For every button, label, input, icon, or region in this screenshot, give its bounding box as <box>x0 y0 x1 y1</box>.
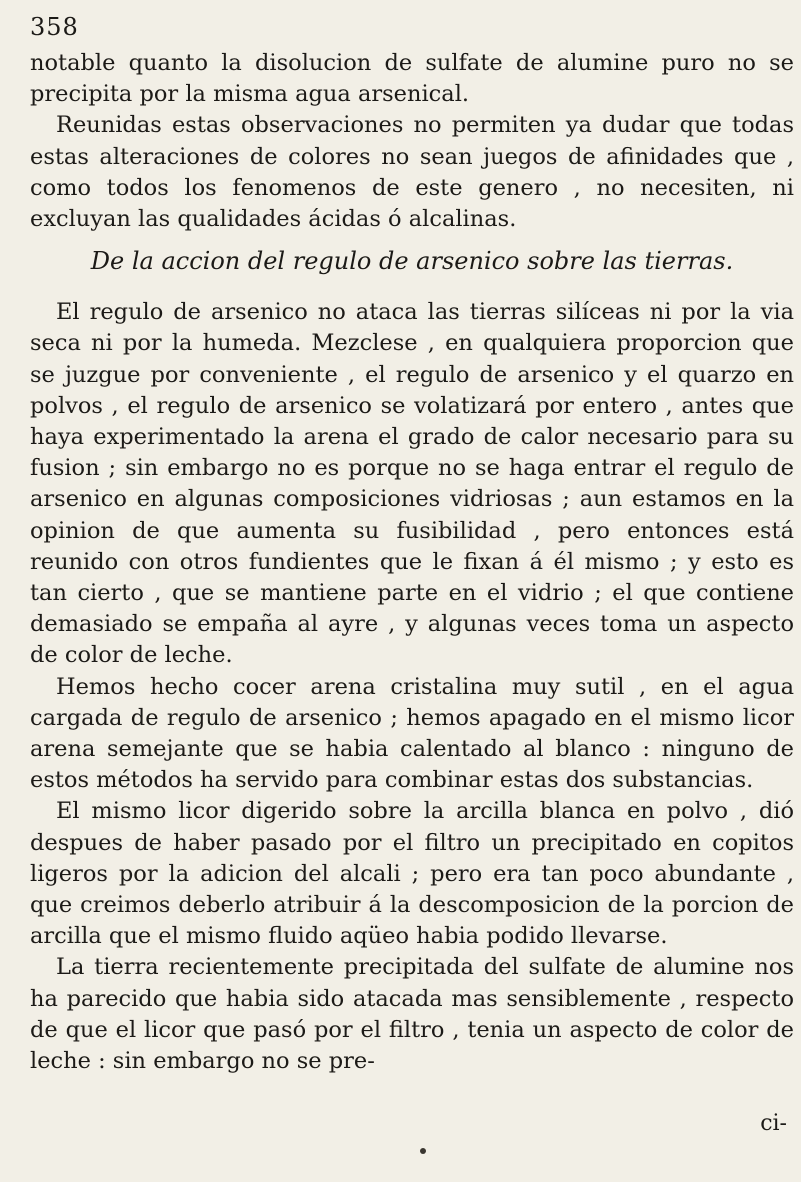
paragraph-3: El regulo de arsenico no ataca las tierras silíceas ni por la via seca ni por la humeda. Mezclese , en qualquiera proporcion que se juzgue por conveniente , el regulo de arsenico y el quarzo en polvos , el regulo de arsenico se volatizará por entero , antes que haya experimentado la arena el grado de calor necesario para su fusion ; sin embargo no es porque no se haga entrar el regulo de arsenico en algunas composiciones vidriosas ; aun estamos en la opinion de que aumenta su fusibilidad , pero entonces está reunido con otros fundientes que le fixan á él mismo ; y esto es tan cierto , que se mantiene parte en el vidrio ; el que contiene demasiado se empaña al ayre , y algunas veces toma un aspecto de color de leche. <box>30 299 794 669</box>
page-number: 358 <box>30 13 79 41</box>
paragraph-6: La tierra recientemente precipitada del sulfate de alumine nos ha parecido que habia sido atacada mas sensiblemente , respecto de que el licor que pasó por el filtro , tenia un aspecto de color de leche : sin embargo no se pre- <box>30 954 794 1075</box>
ink-spot <box>420 1148 426 1154</box>
page-text <box>30 48 794 1077</box>
paragraph-2: Reunidas estas observaciones no permiten ya dudar que todas estas alteraciones de colores no sean juegos de afinidades que , como todos los fenomenos de este genero , no necesiten, ni excluyan las qualidades ácidas ó alcalinas. <box>30 112 794 233</box>
paragraph-5: El mismo licor digerido sobre la arcilla blanca en polvo , dió despues de haber pasado por el filtro un precipitado en copitos ligeros por la adicion del alcali ; pero era tan poco abundante , que creimos deberlo atribuir á la descomposicion de la porcion de arcilla que el mismo fluido aqüeo habia podido llevarse. <box>30 798 794 950</box>
paragraph-1: notable quanto la disolucion de sulfate de alumine puro no se precipita por la misma agua arsenical. <box>30 50 794 108</box>
section-heading: De la accion del regulo de arsenico sobre las tierras. <box>90 247 734 276</box>
paragraph-4: Hemos hecho cocer arena cristalina muy sutil , en el agua cargada de regulo de arsenico ; hemos apagado en el mismo licor arena semejante que se habia calentado al blanco : ninguno de estos métodos ha servido para combinar estas dos substancias. <box>30 673 794 794</box>
catchword: ci- <box>760 1111 787 1136</box>
